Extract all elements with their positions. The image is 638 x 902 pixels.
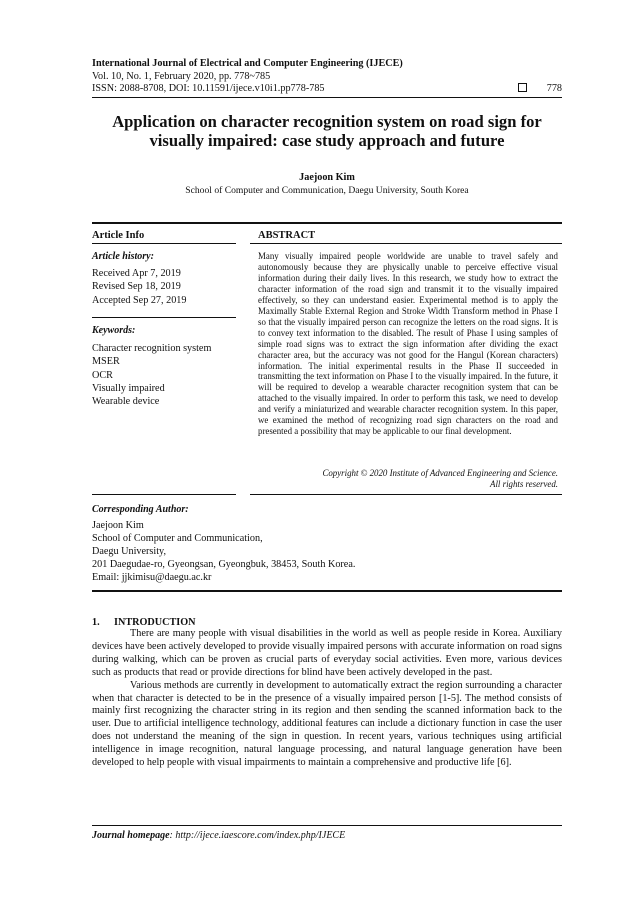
- issn-line: ISSN: 2088-8708, DOI: 10.11591/ijece.v10i1.pp778-785: [92, 83, 325, 95]
- footer-rule: [92, 825, 562, 826]
- abstract-text: Many visually impaired people worldwide are unable to travel safely and autonomously because they are physically unable to perceive effective visual information during their daily lives. In this research, we study how to extract the character information of the road sign and transmit it to the visually impaired effectively, so they can understand easier. Experimental method is to apply the Maximally Stable External Region and Stroke Width Transform method in Phase I so that the visually impaired person can recognize the letters on the road signs. It is to convey text information to the disabled. The result of Phase I using samples of simple road signs was to extract the sign information after dividing the exact character area, but the accuracy was not good for the Hangul (Korean characters) information. The initial experimental results in the Phase II succeeded in transmitting the text information on Phase I to the visually impaired. In the future, it will be required to develop a wearable character recognition system that can be attached to the visually impaired. In order to perform this task, we need to develop and verify a miniaturized and wearable character recognition system. In this paper, we examined the method of recognizing road sign characters on the road and presented a possibility that may be applicable to our final development.: [258, 251, 558, 437]
- copyright-line-1: Copyright © 2020 Institute of Advanced Engineering and Science.: [322, 468, 558, 478]
- keyword: Wearable device: [92, 396, 160, 408]
- corresponding-school: School of Computer and Communication,: [92, 532, 263, 544]
- corresponding-university: Daegu University,: [92, 545, 167, 557]
- history-rule: [92, 317, 236, 318]
- header-rule: [92, 97, 562, 98]
- page-number: 778: [546, 83, 562, 95]
- introduction-heading: [92, 617, 196, 628]
- copyright-line-2: All rights reserved.: [490, 478, 558, 489]
- keywords-rule: [92, 494, 236, 495]
- article-history-heading: Article history:: [92, 251, 154, 262]
- article-history: [92, 267, 242, 307]
- author-name: Jaejoon Kim: [299, 172, 355, 183]
- keyword: Visually impaired: [92, 382, 165, 394]
- author-affiliation: School of Computer and Communication, Daegu University, South Korea: [185, 185, 469, 196]
- homepage-label: Journal homepage: [92, 830, 170, 841]
- abstract-bottom-rule: [250, 494, 562, 495]
- corresponding-heading: Corresponding Author:: [92, 504, 189, 515]
- corresponding-details: [92, 520, 562, 585]
- keywords-list: [92, 342, 252, 408]
- abstract-heading: ABSTRACT: [258, 230, 316, 241]
- introduction-body: [92, 628, 562, 770]
- section-number: 1.: [92, 617, 100, 628]
- paragraph: There are many people with visual disabilities in the world as well as people reside in Korea. Auxiliary devices have been actively developed to provide visually impaired persons with accurate information on road signs during walking, which can be proven as crucial parts of everyday social activities. Even more, various devices such as products that read or provide directions for blind have been actively developed in the past.: [92, 628, 562, 678]
- info-top-rule: [92, 222, 562, 224]
- keywords-heading: Keywords:: [92, 325, 136, 336]
- homepage-link[interactable]: http://ijece.iaescore.com/index.php/IJECE: [175, 830, 346, 841]
- journal-header: [92, 58, 562, 96]
- received-date: Received Apr 7, 2019: [92, 268, 181, 279]
- keyword: MSER: [92, 356, 120, 368]
- keyword: Character recognition system: [92, 343, 212, 354]
- keyword: OCR: [92, 369, 113, 381]
- page-number-block: [518, 83, 562, 96]
- accepted-date: Accepted Sep 27, 2019: [92, 294, 187, 306]
- info-bottom-rule: [92, 590, 562, 592]
- corresponding-email: Email: jjkimisu@daegu.ac.kr: [92, 571, 212, 583]
- paragraph: Various methods are currently in development to automatically extract the region surrounding a character when that character is detected to be in the presence of a visually impaired person [1-5]. The method consists of mainly first recognizing the character string in its region and then sending the scanned information back to the user. Due to artificial intelligence technology, additional features can include a dictionary function in case the user does not understand the meaning of the sign in question. In recent years, various techniques using artificial intelligence in image recognition, natural language processing, and natural language generation have been developed to help people with visual impairments to maintain a comprehensive and productive life [6].: [92, 679, 562, 769]
- journal-homepage: Journal homepage: http://ijece.iaescore.com/index.php/IJECE: [92, 830, 346, 841]
- revised-date: Revised Sep 18, 2019: [92, 281, 181, 293]
- paper-title: Application on character recognition system on road sign for visually impaired: case study approach and future: [112, 112, 542, 150]
- corresponding-name: Jaejoon Kim: [92, 520, 144, 531]
- volume-line: Vol. 10, No. 1, February 2020, pp. 778~785: [92, 70, 271, 82]
- square-bullet-icon: [518, 83, 527, 92]
- article-info-heading: Article Info: [92, 230, 145, 241]
- section-title: INTRODUCTION: [114, 617, 196, 628]
- corresponding-address: 201 Daegudae-ro, Gyeongsan, Gyeongbuk, 38453, South Korea.: [92, 558, 356, 570]
- journal-name: International Journal of Electrical and Computer Engineering (IJECE): [92, 58, 403, 69]
- article-info-rule: [92, 243, 236, 244]
- abstract-rule: [250, 243, 562, 244]
- copyright-notice: [258, 468, 558, 490]
